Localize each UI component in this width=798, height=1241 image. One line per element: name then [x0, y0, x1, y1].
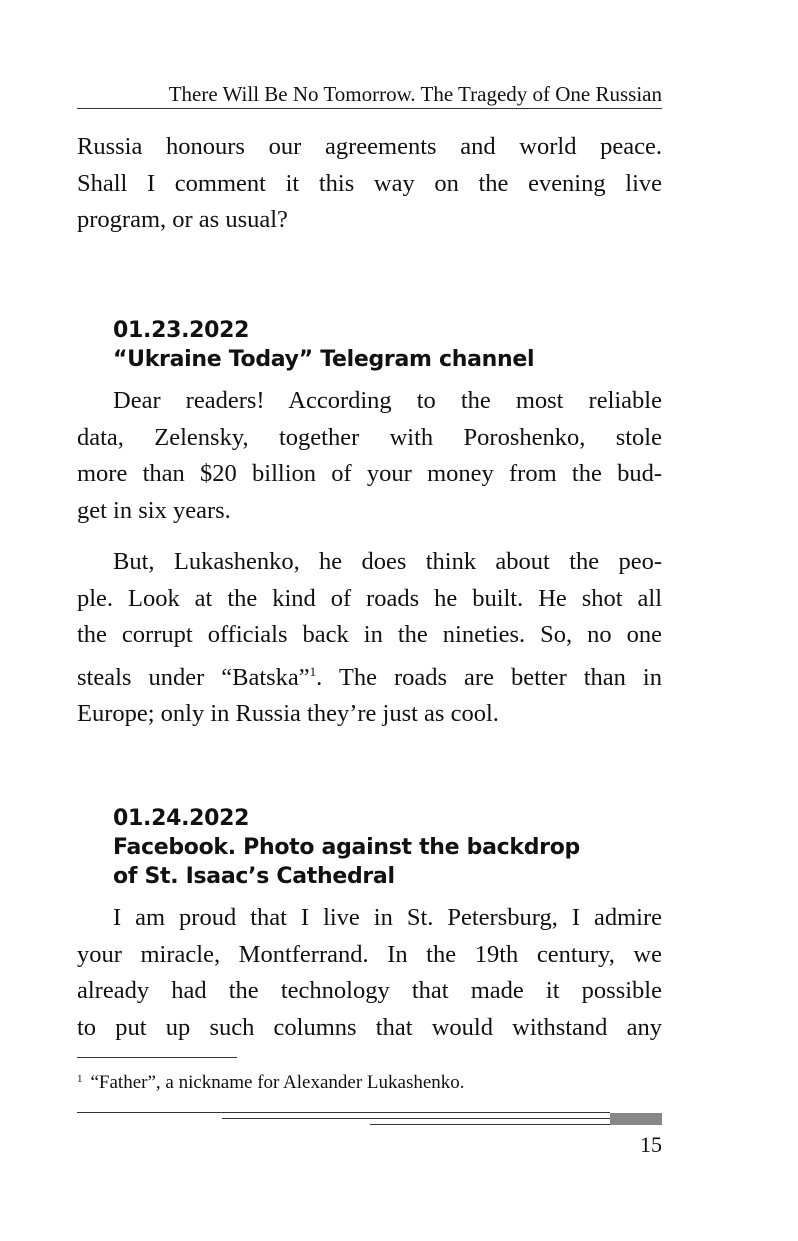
text-fragment: . The roads are better than in: [316, 663, 662, 691]
text-line: the corrupt officials back in the nineties. So, no one: [77, 621, 662, 649]
footer-rule: [370, 1124, 610, 1125]
footnote-rule: [77, 1057, 237, 1058]
header-rule: [77, 108, 662, 109]
text-line: Europe; only in Russia they’re just as cool.: [77, 700, 499, 728]
entry-date: 01.23.2022: [113, 318, 250, 343]
intro-paragraph: [77, 129, 662, 239]
text-fragment: steals under “Batska”: [77, 663, 310, 691]
text-line: ple. Look at the kind of roads he built. He shot all: [77, 584, 662, 612]
page-number: 15: [640, 1132, 662, 1157]
footnote: [77, 1066, 662, 1096]
running-head: There Will Be No Tomorrow. The Tragedy of One Russian: [168, 82, 662, 106]
footnote-reference: 1: [309, 663, 317, 679]
footer-rule: [222, 1118, 610, 1119]
text-line: data, Zelensky, together with Poroshenko, stole: [77, 423, 662, 451]
footer-bar: [610, 1113, 662, 1125]
entry-heading: [113, 316, 673, 374]
text-line: [77, 654, 662, 697]
entry-date: 01.24.2022: [113, 806, 250, 831]
entry-source: Facebook. Photo against the backdrop: [113, 835, 580, 860]
entry-source: of St. Isaac’s Cathedral: [113, 864, 395, 889]
entry-paragraph: [77, 900, 662, 1046]
text-line: get in six years.: [77, 496, 231, 524]
text-line: program, or as usual?: [77, 206, 288, 234]
text-line: already had the technology that made it possible: [77, 977, 662, 1005]
text-line: to put up such columns that would withstand any: [77, 1013, 662, 1041]
footnote-marker: 1: [77, 1073, 83, 1085]
entry-paragraph: [77, 383, 662, 529]
footnote-text: “Father”, a nickname for Alexander Lukashenko.: [90, 1072, 465, 1093]
footer-rule: [77, 1112, 610, 1113]
entry-heading: [113, 804, 673, 891]
text-line: Shall I comment it this way on the evening live: [77, 169, 662, 197]
text-line: I am proud that I live in St. Petersburg, I admire: [113, 904, 662, 931]
text-line: Dear readers! According to the most reliable: [113, 387, 662, 414]
entry-source: “Ukraine Today” Telegram channel: [113, 347, 535, 372]
text-line: more than $20 billion of your money from the bud-: [77, 460, 662, 488]
entry-paragraph: [77, 544, 662, 733]
text-line: Russia honours our agreements and world peace.: [77, 133, 662, 160]
text-line: But, Lukashenko, he does think about the peo-: [113, 548, 662, 575]
text-line: your miracle, Montferrand. In the 19th century, we: [77, 940, 662, 968]
